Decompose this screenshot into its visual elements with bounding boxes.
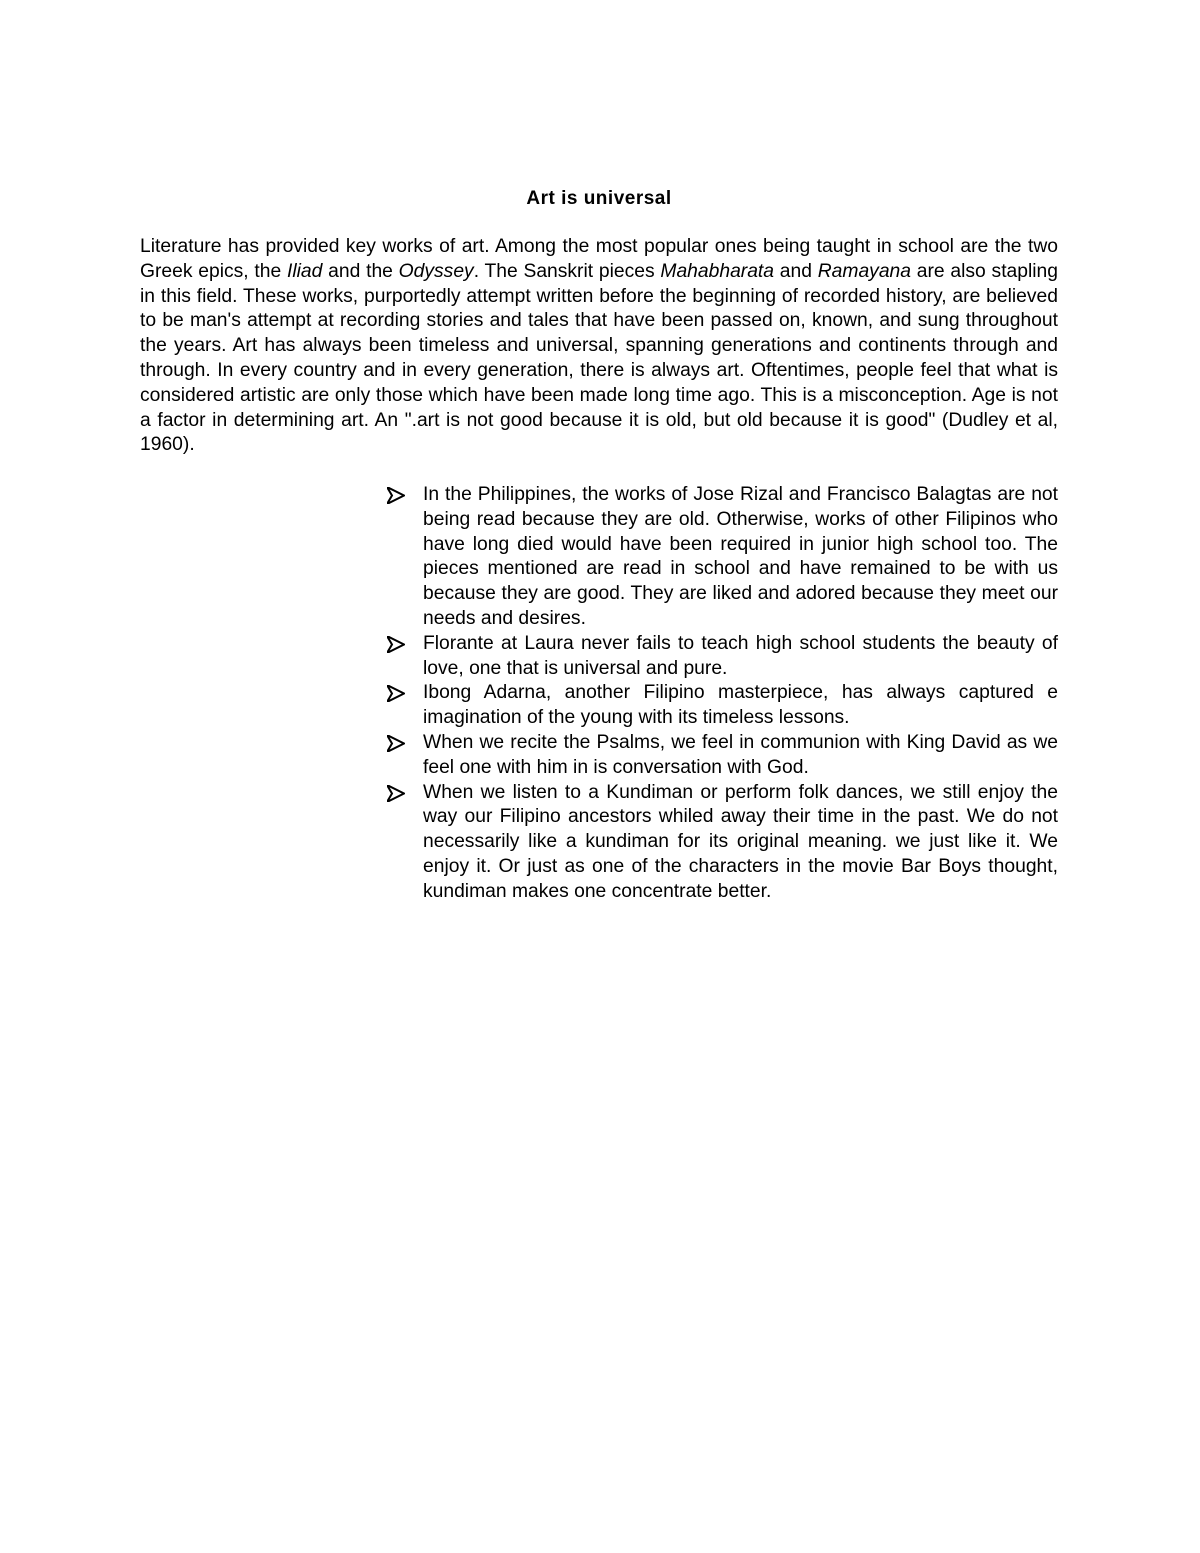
bullet-text: In the Philippines, the works of Jose Rizal and Francisco Balagtas are not being read because they are old. Otherwise, works of other Filipinos who have long died would have been required in junior high school too. The pieces mentioned are read in school and have remained to be with us because they are good. They are liked and adored because they meet our needs and desires. <box>423 484 1058 629</box>
arrowhead-bullet-icon <box>386 781 406 806</box>
list-item <box>386 483 1058 632</box>
bullet-list <box>386 483 1058 905</box>
iliad-title: Iliad <box>287 260 323 282</box>
list-item <box>386 681 1058 731</box>
list-item <box>386 781 1058 905</box>
intro-paragraph <box>140 235 1058 458</box>
paragraph-text-1: Literature has provided key works of art. Among the most popular ones being taught in school are the two Greek epics, the <box>140 236 1058 282</box>
bullet-text: Florante at Laura never fails to teach high school students the beauty of love, one that is universal and pure. <box>423 632 1058 679</box>
ramayana-title: Ramayana <box>817 260 911 282</box>
odyssey-title: Odyssey <box>398 260 474 282</box>
paragraph-text-3: . The Sanskrit pieces <box>473 260 661 282</box>
arrowhead-bullet-icon <box>386 681 406 706</box>
paragraph-text-2: and the <box>322 260 399 282</box>
paragraph-text-4: and <box>774 260 818 282</box>
arrowhead-bullet-icon <box>386 731 406 756</box>
document-title: Art is universal <box>526 188 672 209</box>
list-item <box>386 632 1058 682</box>
arrowhead-bullet-icon <box>386 483 406 508</box>
arrowhead-bullet-icon <box>386 632 406 657</box>
bullet-text: When we listen to a Kundiman or perform folk dances, we still enjoy the way our Filipino ancestors whiled away their time in the past. We do not necessarily like a kundiman for its original meaning. we just like it. We enjoy it. Or just as one of the characters in the movie Bar Boys thought, kundiman makes one concentrate better. <box>423 781 1058 902</box>
paragraph-text-5: are also stapling in this field. These works, purportedly attempt written before the beginning of recorded history, are believed to be man's attempt at recording stories and tales that have been passed on, known, and sung throughout the years. Art has always been timeless and universal, spanning generations and continents through and through. In every country and in every generation, there is always art. Oftentimes, people feel that what is considered artistic are only those which have been made long time ago. This is a misconception. Age is not a factor in determining art. An ".art is not good because it is old, but old because it is good" (Dudley et al, 1960). <box>140 260 1059 456</box>
list-item <box>386 731 1058 781</box>
bullet-text: Ibong Adarna, another Filipino masterpiece, has always captured e imagination of the young with its timeless lessons. <box>423 682 1058 729</box>
mahabharata-title: Mahabharata <box>660 260 775 282</box>
bullet-text: When we recite the Psalms, we feel in communion with King David as we feel one with him in is conversation with God. <box>423 731 1058 778</box>
